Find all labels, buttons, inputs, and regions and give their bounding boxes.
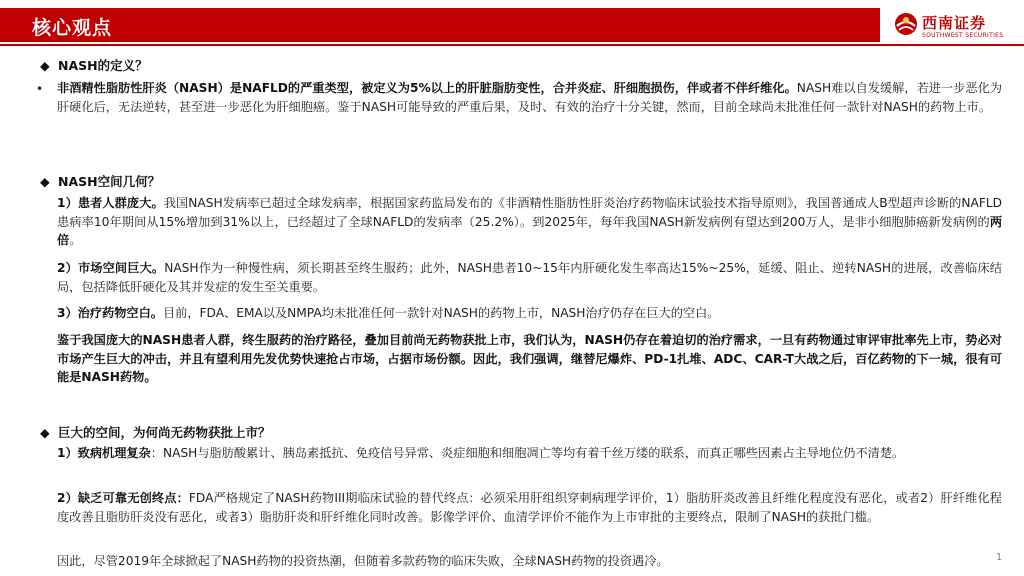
paragraph-pathogenesis <box>57 444 1002 463</box>
point-text: NASH作为一种慢性病，须长期甚至终生服药；此外，NASH患者10~15年内肝硬化发生率高达15%~25%，延缓、阻止、逆转NASH的进展，改善临床结局，包括降低肝硬化及其并发症的发生至关重要。 <box>57 261 1002 294</box>
paragraph-investment: 因此，尽管2019年全球掀起了NASH药物的投资热潮，但随着多款药物的临床失败，全球NASH药物的投资遇冷。 <box>57 554 669 568</box>
page-number: 1 <box>996 552 1003 563</box>
section-heading-text: 巨大的空间，为何尚无药物获批上市？ <box>58 425 271 440</box>
section-heading-no-approval <box>40 423 271 441</box>
definition-bold-text: 非酒精性脂肪性肝炎（NASH）是NAFLD的严重类型，被定义为5%以上的肝脏脂肪变性，合并炎症、肝细胞损伤，伴或者不伴纤维化。 <box>57 81 797 95</box>
point-label: 1）致病机理复杂 <box>57 446 151 460</box>
paragraph-conclusion: 鉴于我国庞大的NASH患者人群，终生服药的治疗路径，叠加目前尚无药物获批上市，我们认为，NASH仍存在着迫切的治疗需求，一旦有药物通过审评审批率先上市，势必对市场产生巨大的冲击，并且有望利用先发优势快速抢占市场，占据市场份额。因此，我们强调，继替尼爆炸、PD-1扎堆、ADC、CAR-T大战之后，百亿药物的下一城，很有可能是NASH药物。 <box>57 333 1002 384</box>
point-label: 2）市场空间巨大。 <box>57 261 165 275</box>
slide-title: 核心观点 <box>32 17 113 39</box>
logo-text-cn: 西南证券 <box>922 14 987 32</box>
logo-text-en: SOUTHWEST SECURITIES <box>922 32 1004 39</box>
point-text: 目前，FDA、EMA以及NMPA均未批准任何一款针对NASH的药物上市，NASH治疗仍存在巨大的空白。 <box>162 306 720 320</box>
section-heading-text: NASH的定义？ <box>58 58 148 73</box>
section-heading-text: NASH空间几何？ <box>58 174 161 189</box>
paragraph-patient-population <box>57 194 1002 250</box>
definition-text: NASH难以自发缓解，若进一步恶化为肝硬化后，无法逆转，甚至进一步恶化为肝细胞癌。鉴于NASH可能导致的严重后果，及时、有效的治疗十分关键，然而，目前全球尚未批准任何一款针对NASH的药物上市。 <box>57 81 1003 114</box>
point-label: 2）缺乏可靠无创终点： <box>57 491 189 505</box>
point-text: FDA严格规定了NASH药物III期临床试验的替代终点：必须采用肝组织穿刺病理学评价，1）脂肪肝炎改善且纤维化程度没有恶化，或者2）肝纤维化程度改善且脂肪肝炎没有恶化，或者3）脂肪肝炎和肝纤维化同时改善。影像学评价、血清学评价不能作为上市审批的主要终点，限制了NASH的获批门槛。 <box>57 491 1002 524</box>
point-text: ：NASH与脂肪酸累计、胰岛素抵抗、免疫信号异常、炎症细胞和细胞凋亡等均有着千丝万缕的联系，而真正哪些因素占主导地位仍不清楚。 <box>150 446 905 460</box>
paragraph-endpoints <box>57 489 1002 526</box>
point-label: 3）治疗药物空白。 <box>57 306 163 320</box>
diamond-icon: ◆ <box>40 174 50 189</box>
section-heading-definition <box>40 56 148 74</box>
paragraph-definition <box>57 79 1002 116</box>
paragraph-treatment-gap <box>57 304 1002 323</box>
point-emphasis: 两倍 <box>57 214 1002 247</box>
paragraph-market-space <box>57 259 1002 296</box>
bullet-icon: • <box>36 82 44 96</box>
diamond-icon: ◆ <box>40 425 50 440</box>
section-heading-market-size <box>40 172 160 190</box>
point-text-end: 。 <box>69 233 82 247</box>
point-text: 我国NASH发病率已超过全球发病率，根据国家药监局发布的《非酒精性脂肪性肝炎治疗药物临床试验技术指导原则》，我国普通成人B型超声诊断的NAFLD患病率10年期间从15%增加到31%以上，已经超过了全球NAFLD的发病率（25.2%）。到2025年，每年我国NASH新发病例有望达到200万人，是非小细胞肺癌新发病例的 <box>57 196 1002 229</box>
point-label: 1）患者人群庞大。 <box>57 196 164 210</box>
diamond-icon: ◆ <box>40 58 50 73</box>
